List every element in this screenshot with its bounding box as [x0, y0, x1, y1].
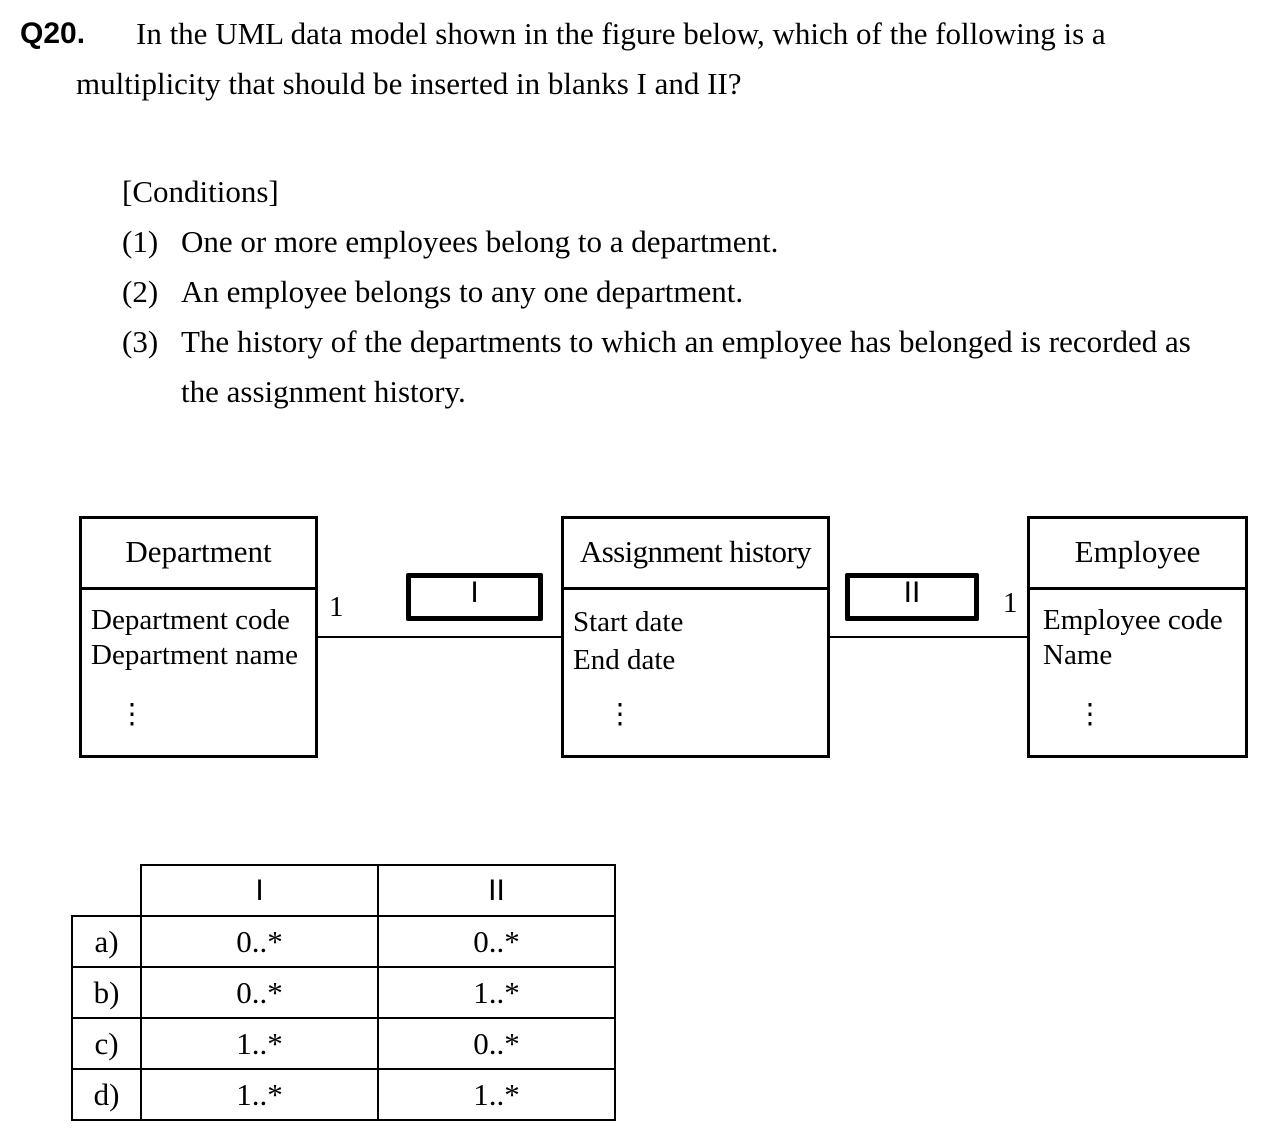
association-line-department-assignment [316, 636, 564, 638]
answer-row-a[interactable] [72, 916, 615, 967]
question-number: Q20. [20, 17, 86, 50]
condition-2-number: (2) [122, 274, 159, 309]
class-department-attribute: Department code [91, 604, 290, 636]
answer-label: b) [72, 967, 141, 1018]
answer-row-b[interactable] [72, 967, 615, 1018]
answer-table-header-row [72, 865, 615, 916]
answer-label: c) [72, 1018, 141, 1069]
condition-3-text-line-2: the assignment history. [181, 374, 466, 409]
class-assignment-history-name: Assignment history [564, 519, 827, 590]
class-assignment-history-attribute: Start date [573, 606, 684, 638]
answer-row-d[interactable] [72, 1069, 615, 1120]
class-department-more: ⋮ [118, 699, 146, 730]
answer-value-I: 1..* [141, 1069, 378, 1120]
answer-value-I: 0..* [141, 967, 378, 1018]
class-assignment-history-attribute: End date [573, 644, 676, 676]
answer-table-corner [72, 865, 141, 916]
class-department [79, 516, 318, 758]
answer-value-I: 0..* [141, 916, 378, 967]
class-employee [1027, 516, 1248, 758]
answer-value-II: 0..* [378, 1018, 615, 1069]
class-department-attribute: Department name [91, 639, 298, 671]
condition-1-number: (1) [122, 224, 159, 259]
question-text-line-1: In the UML data model shown in the figure below, which of the following is a [136, 16, 1106, 51]
answer-label: a) [72, 916, 141, 967]
answer-value-II: 1..* [378, 967, 615, 1018]
blank-II: II [845, 573, 979, 621]
class-employee-more: ⋮ [1076, 699, 1104, 730]
answer-label: d) [72, 1069, 141, 1120]
multiplicity-employee-end: 1 [1003, 587, 1018, 619]
association-line-assignment-employee [828, 636, 1030, 638]
condition-3-number: (3) [122, 324, 159, 359]
condition-2-text: An employee belongs to any one department. [181, 274, 744, 309]
class-employee-attribute: Employee code [1043, 604, 1223, 636]
blank-I: I [406, 573, 543, 621]
condition-1-text: One or more employees belong to a department. [181, 224, 779, 259]
answer-value-I: 1..* [141, 1018, 378, 1069]
multiplicity-department-end: 1 [329, 591, 344, 623]
answer-row-c[interactable] [72, 1018, 615, 1069]
question-text-line-2: multiplicity that should be inserted in blanks I and II? [76, 66, 742, 101]
class-employee-attribute: Name [1043, 639, 1113, 671]
class-department-name: Department [82, 519, 315, 590]
answer-value-II: 1..* [378, 1069, 615, 1120]
conditions-heading: [Conditions] [122, 174, 279, 209]
answer-value-II: 0..* [378, 916, 615, 967]
class-assignment-history [561, 516, 830, 758]
answer-choices-table [71, 864, 616, 1121]
class-employee-name: Employee [1030, 519, 1245, 590]
column-header-II: II [378, 865, 615, 916]
condition-3-text-line-1: The history of the departments to which an employee has belonged is recorded as [181, 324, 1191, 359]
class-assignment-history-more: ⋮ [606, 699, 634, 730]
column-header-I: I [141, 865, 378, 916]
